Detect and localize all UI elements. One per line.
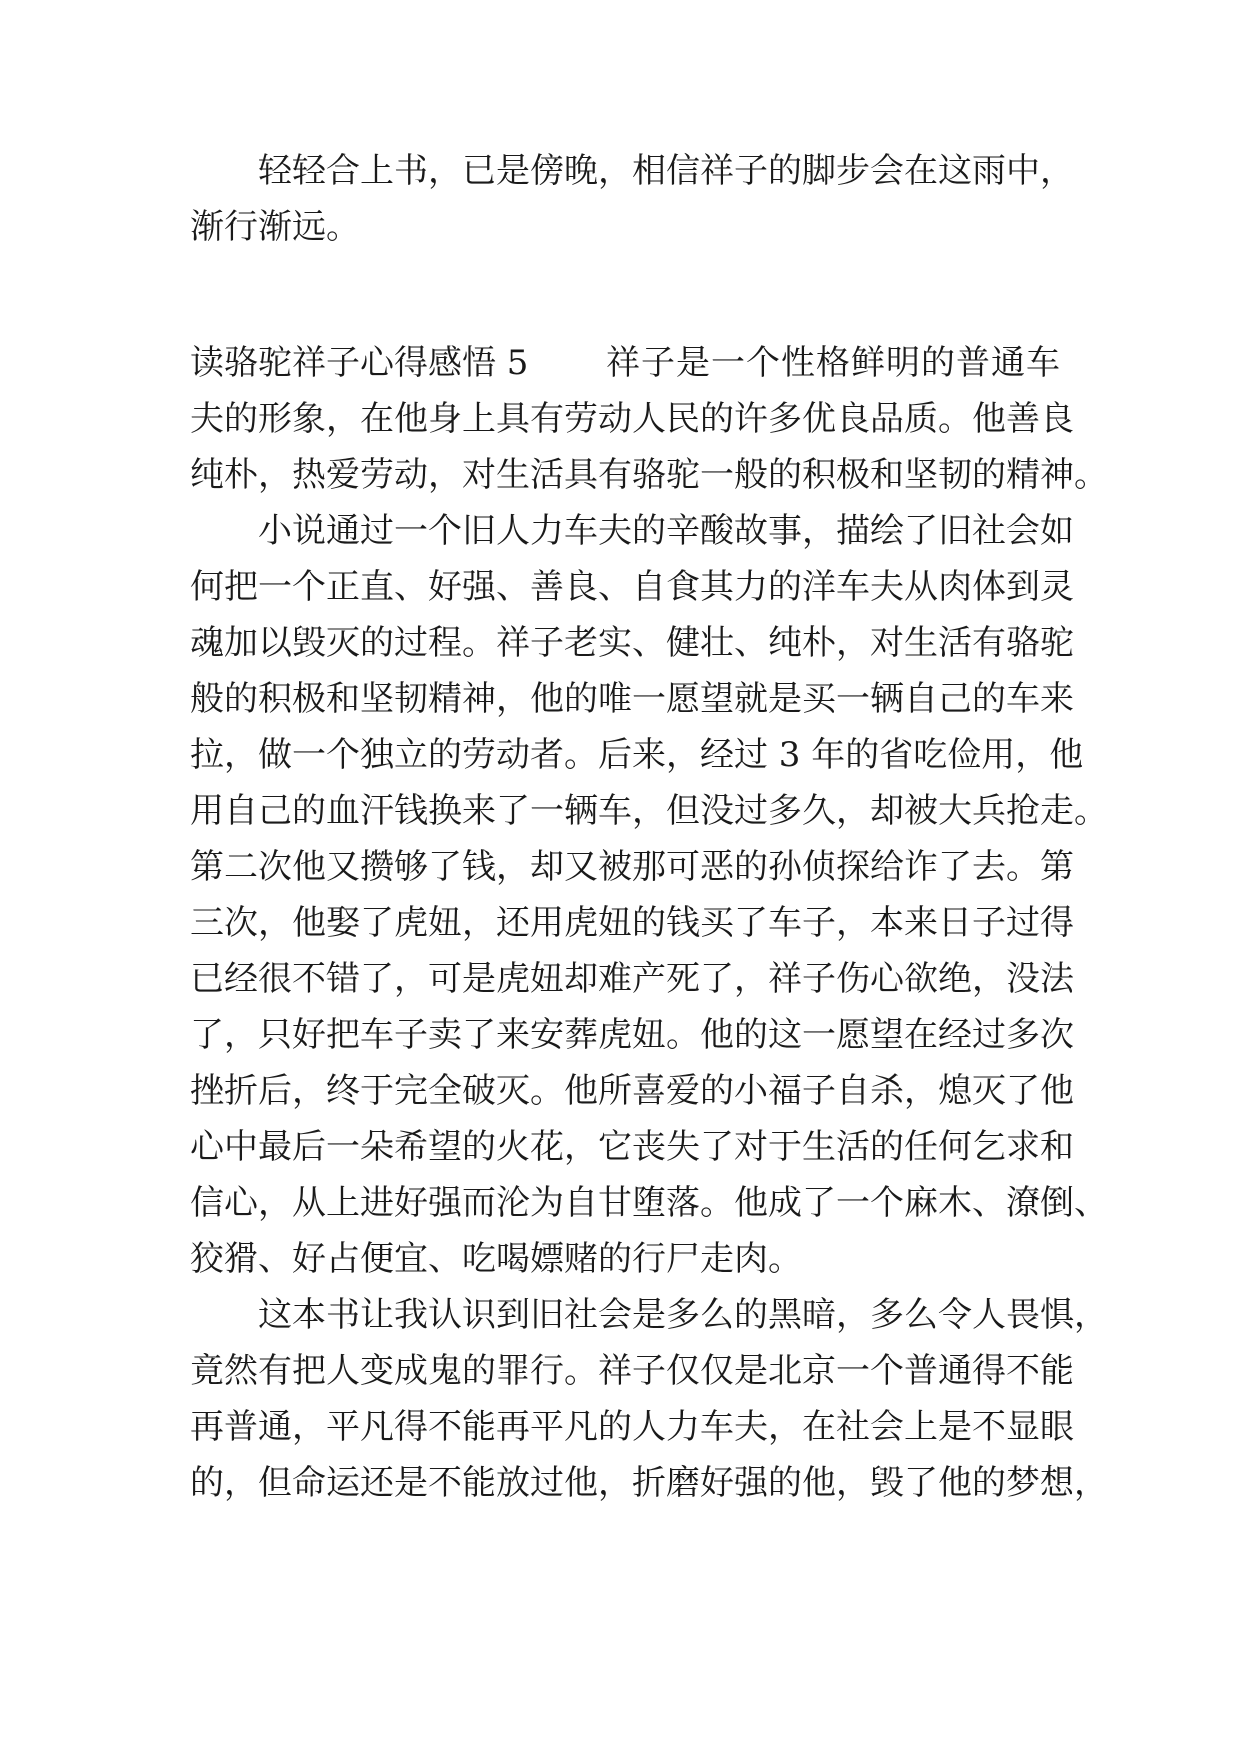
paragraph-1-line-2: 渐行渐远。 [190,207,360,247]
paragraph-4-line-1: 这本书让我认识到旧社会是多么的黑暗，多么令人畏惧， [258,1295,1108,1335]
paragraph-3-line-12: 心中最后一朵希望的火花，它丧失了对于生活的任何乞求和 [190,1127,1074,1167]
paragraph-3-line-14: 狡猾、好占便宜、吃喝嫖赌的行尸走肉。 [190,1239,802,1279]
paragraph-3-line-4: 般的积极和坚韧精神，他的唯一愿望就是买一辆自己的车来 [190,679,1074,719]
paragraph-3-line-10: 了，只好把车子卖了来安葬虎妞。他的这一愿望在经过多次 [190,1015,1074,1055]
paragraph-3-line-3: 魂加以毁灭的过程。祥子老实、健壮、纯朴，对生活有骆驼 [190,623,1074,663]
paragraph-2-line-1: 祥子是一个性格鲜明的普通车 [606,343,1060,383]
paragraph-4-line-2: 竟然有把人变成鬼的罪行。祥子仅仅是北京一个普通得不能 [190,1351,1074,1391]
paragraph-3-line-11: 挫折后，终于完全破灭。他所喜爱的小福子自杀，熄灭了他 [190,1071,1074,1111]
paragraph-4-line-3: 再普通，平凡得不能再平凡的人力车夫，在社会上是不显眼 [190,1407,1074,1447]
paragraph-2-line-3: 纯朴，热爱劳动，对生活具有骆驼一般的积极和坚韧的精神。 [190,455,1108,495]
paragraph-3-line-2: 何把一个正直、好强、善良、自食其力的洋车夫从肉体到灵 [190,567,1074,607]
paragraph-3-line-6: 用自己的血汗钱换来了一辆车，但没过多久，却被大兵抢走。 [190,791,1108,831]
paragraph-4-line-4: 的，但命运还是不能放过他，折磨好强的他，毁了他的梦想， [190,1463,1108,1503]
paragraph-1-line-1: 轻轻合上书，已是傍晚，相信祥子的脚步会在这雨中， [258,151,1074,191]
section-title: 读骆驼祥子心得感悟 5 [190,343,529,383]
paragraph-3-line-7: 第二次他又攒够了钱，却又被那可恶的孙侦探给诈了去。第 [190,847,1074,887]
paragraph-3-line-8: 三次，他娶了虎妞，还用虎妞的钱买了车子，本来日子过得 [190,903,1074,943]
paragraph-3-line-13: 信心，从上进好强而沦为自甘堕落。他成了一个麻木、潦倒、 [190,1183,1108,1223]
paragraph-3-line-1: 小说通过一个旧人力车夫的辛酸故事，描绘了旧社会如 [258,511,1074,551]
paragraph-3-line-5: 拉，做一个独立的劳动者。后来，经过 3 年的省吃俭用，他 [190,735,1084,775]
paragraph-3-line-9: 已经很不错了，可是虎妞却难产死了，祥子伤心欲绝，没法 [190,959,1074,999]
paragraph-2-line-2: 夫的形象，在他身上具有劳动人民的许多优良品质。他善良 [190,399,1074,439]
